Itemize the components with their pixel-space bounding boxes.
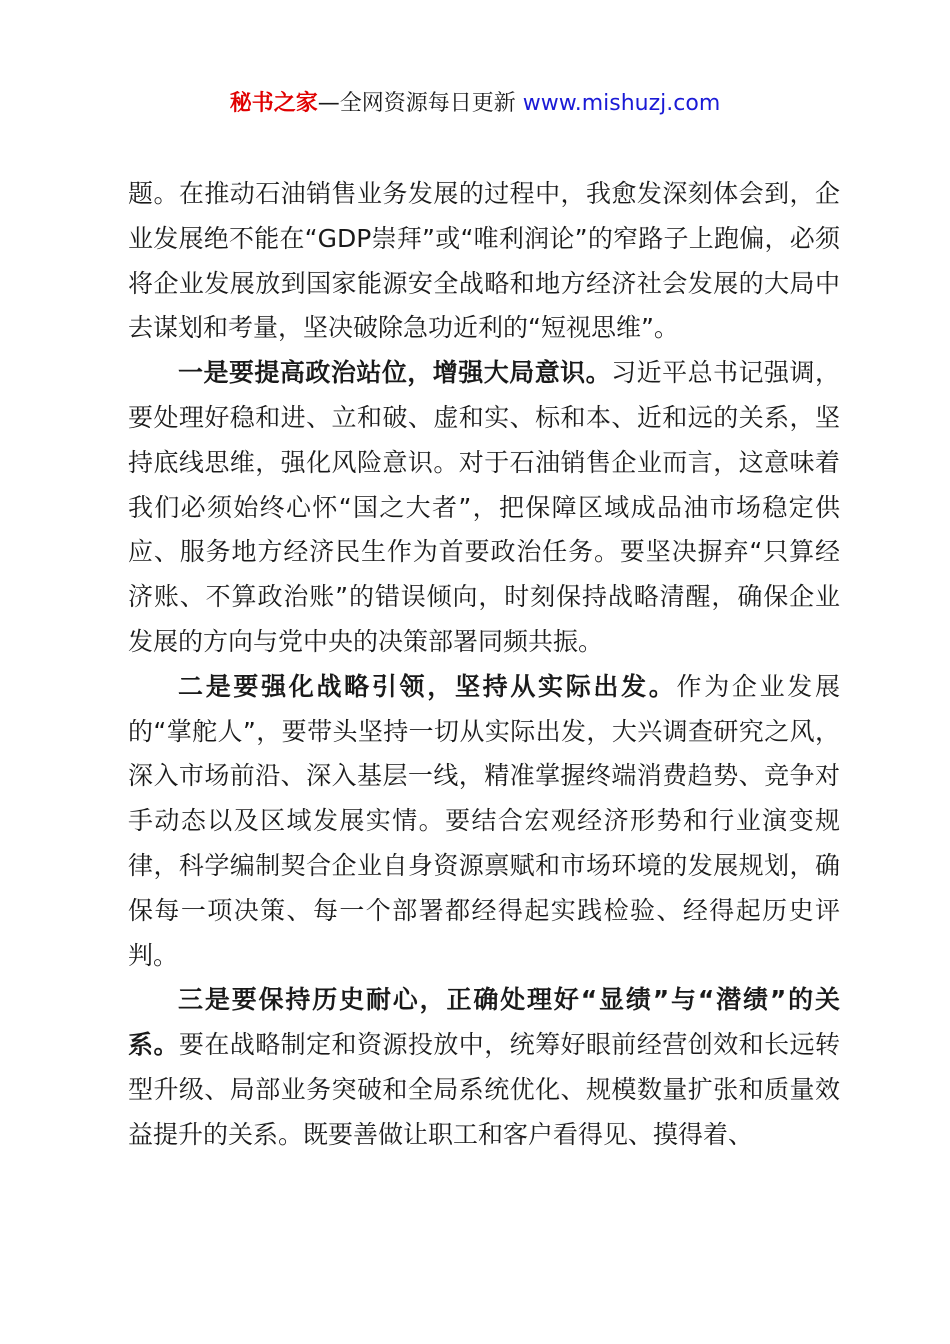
paragraph-3-text: 作为企业发展的“掌舵人”，要带头坚持一切从实际出发，大兴调查研究之风，深入市场前沿、深入基层一线，精准掌握终端消费趋势、竞争对手动态以及区域发展实情。要结合宏观经济形势和行业演变规律，科学编制契合企业自身资源禀赋和市场环境的发展规划，确保每一项决策、每一个部署都经得起实践检验、经得起历史评判。: [128, 671, 840, 970]
page-header: [0, 86, 950, 122]
paragraph-4-text: 要在战略制定和资源投放中，统筹好眼前经营创效和长远转型升级、局部业务突破和全局系统优化、规模数量扩张和质量效益提升的关系。既要善做让职工和客户看得见、摸得着、: [128, 1030, 840, 1149]
paragraph-2-text: 习近平总书记强调，要处理好稳和进、立和破、虚和实、标和本、近和远的关系，坚持底线思维，强化风险意识。对于石油销售企业而言，这意味着我们必须始终心怀“国之大者”，把保障区域成品油市场稳定供应、服务地方经济民生作为首要政治任务。要坚决摒弃“只算经济账、不算政治账”的错误倾向，时刻保持战略清醒，确保企业发展的方向与党中央的决策部署同频共振。: [128, 358, 840, 656]
header-tagline: —全网资源每日更新: [317, 91, 523, 116]
paragraph-3-lead: 二是要强化战略引领，坚持从实际出发。: [178, 671, 677, 701]
paragraph-4-lead: 三是要保持历史耐心，正确处理好“显绩”与“潜绩”的关系。: [128, 985, 840, 1060]
paragraph-1-text: 题。在推动石油销售业务发展的过程中，我愈发深刻体会到，企业发展绝不能在“GDP崇拜”或“唯利润论”的窄路子上跑偏，必须将企业发展放到国家能源安全战略和地方经济社会发展的大局中去谋划和考量，坚决破除急功近利的“短视思维”。: [128, 179, 840, 343]
paragraph-2-lead: 一是要提高政治站位，增强大局意识。: [178, 358, 612, 388]
header-site-link[interactable]: www.mishuzj.com: [522, 91, 721, 116]
paragraph-4: [128, 978, 840, 1157]
paragraph-2: [128, 351, 840, 665]
paragraph-1: [128, 172, 840, 351]
document-body: [128, 172, 840, 1158]
header-brand: 秘书之家: [229, 91, 318, 116]
paragraph-3: [128, 665, 840, 979]
